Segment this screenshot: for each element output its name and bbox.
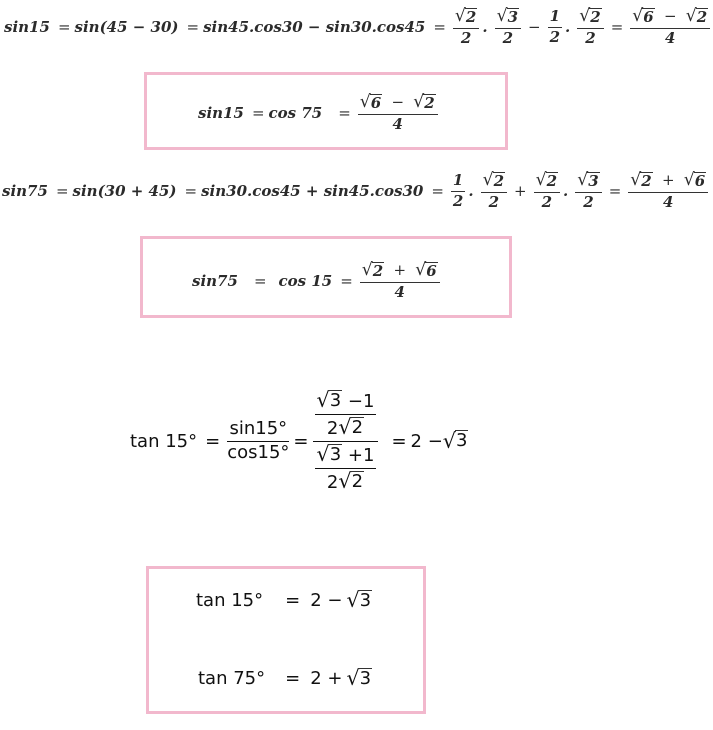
boxed-tan15: tan 15° = 2 − √ 3 <box>196 588 372 613</box>
difference-expression: sin(45 − 30) <box>74 18 179 37</box>
result-fraction: √ 6 − √ 2 4 <box>630 8 710 46</box>
equals-sign: = <box>433 18 446 37</box>
boxed-fraction: √ 2 + √ 6 4 <box>360 262 440 300</box>
identity-sin75-line: sin75 = sin(30 + 45) = sin30.cos45 + sin45.cos30 = $\frac{1}{2}$ . √ 2 2 + √ 2 2 . √ 3 2 = √ 2 + √ 6 4 <box>2 172 711 210</box>
tan15-result: 2 − √ 3 <box>410 428 468 453</box>
sqrt2-over-2: √ 2 2 <box>577 8 603 46</box>
tan15-derivation: tan 15° = $\frac{\sin 15^\circ}{\cos 15^\circ}$ = √ 3 −1 2 √ 2 √ 3 +1 2 √ 2 = 2 − √ 3 <box>130 388 468 494</box>
result-fraction: √ 2 + √ 6 4 <box>628 172 708 210</box>
tan15-label: tan 15° <box>130 430 198 452</box>
expansion-expression: sin45.cos30 − sin30.cos45 <box>203 18 426 37</box>
equals-sign: = <box>186 18 200 37</box>
compound-fraction: √ 3 −1 2 √ 2 √ 3 +1 2 √ 2 <box>313 390 379 493</box>
sin-over-cos-fraction: $\frac{\sin 15^\circ}{\cos 15^\circ}$ <box>227 418 290 463</box>
equals-sign: = <box>57 18 71 37</box>
sqrt2-over-2: √ 2 2 <box>534 172 560 210</box>
sqrt2-over-2: √ 2 2 <box>453 8 479 46</box>
equals-sign: = <box>610 18 624 37</box>
boxed-sin75-cos15: sin75 = cos 15 = √ 2 + √ 6 4 <box>192 262 443 300</box>
one-over-2: $\frac{1}{2}$ <box>549 6 561 46</box>
sqrt2-over-2: √ 2 2 <box>481 172 507 210</box>
boxed-sin15-cos75: sin15 = cos 75 = √ 6 − √ 2 4 <box>198 94 441 132</box>
boxed-tan75: tan 75° = 2 + √ 3 <box>198 666 372 691</box>
one-over-2: $\frac{1}{2}$ <box>452 170 464 210</box>
sin15-label: sin15 <box>4 18 50 37</box>
sqrt3-over-2: √ 3 2 <box>575 172 601 210</box>
result-box-tan <box>146 566 426 714</box>
boxed-fraction: √ 6 − √ 2 4 <box>358 94 438 132</box>
sqrt3-over-2: √ 3 2 <box>495 8 521 46</box>
identity-sin15-line: sin15 = sin(45 − 30) = sin45.cos30 − sin30.cos45 = √ 2 2 . √ 3 2 − $\frac{1}{2}$ . √ 2 2 = √ 6 − √ 2 4 <box>4 8 713 46</box>
